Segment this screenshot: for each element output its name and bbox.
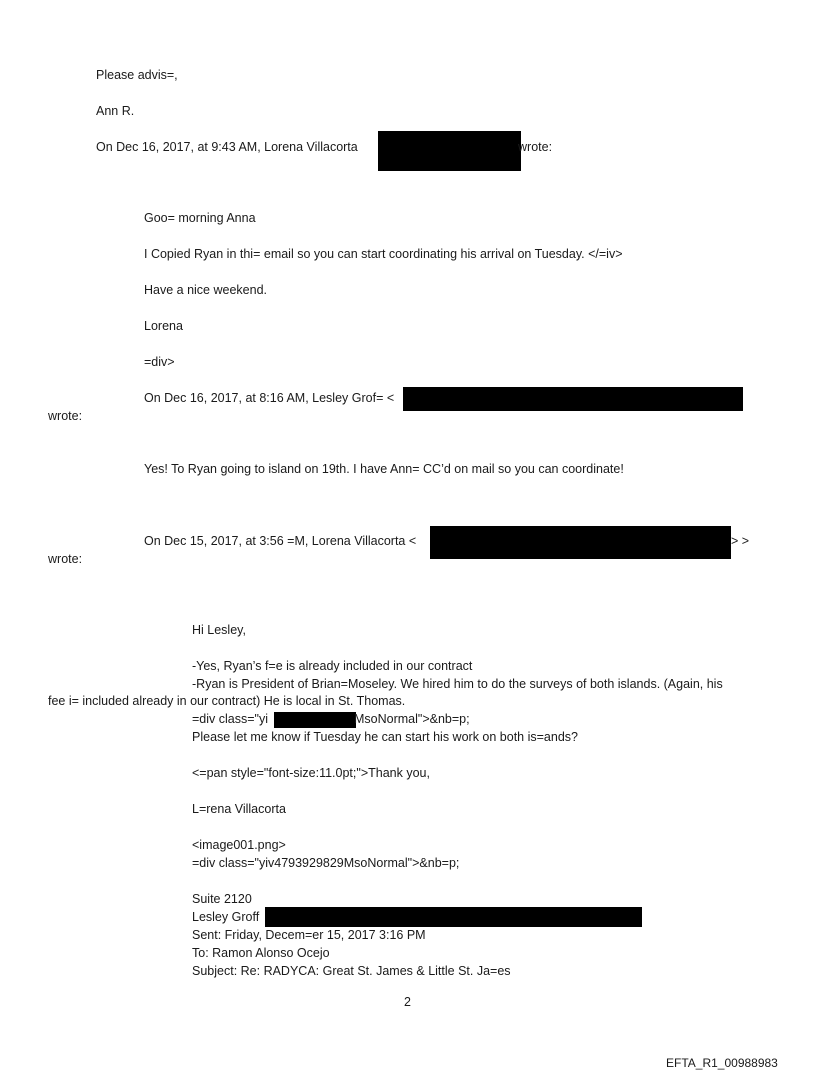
hi-lesley-line: Hi Lesley, [192, 623, 246, 637]
signature-lorena-villacorta: L=rena Villacorta [192, 802, 286, 816]
nice-weekend-line: Have a nice weekend. [144, 283, 267, 297]
yes-ryan-line: Yes! To Ryan going to island on 19th. I have Ann= CC’d on mail so you can coordinate! [144, 462, 624, 476]
div-tag-line: =div> [144, 355, 175, 369]
greeting-line: Goo= morning Anna [144, 211, 256, 225]
div-class-line: =div class="yi [192, 712, 268, 726]
redaction-box [274, 712, 356, 728]
reply-header-dec16-816: On Dec 16, 2017, at 8:16 AM, Lesley Grof= < [144, 391, 395, 405]
let-me-know-line: Please let me know if Tuesday he can start his work on both is=ands? [192, 730, 578, 744]
reply-header-dec15-356: On Dec 15, 2017, at 3:56 =M, Lorena Villacorta < [144, 534, 417, 548]
image-placeholder-line: <image001.png> [192, 838, 286, 852]
wrote-label: wrote: [518, 140, 553, 154]
copied-ryan-line: I Copied Ryan in thi= email so you can start coordinating his arrival on Tuesday. </=iv> [144, 247, 623, 261]
signature-lorena: Lorena [144, 319, 183, 333]
thank-you-line: <=pan style="font-size:11.0pt;">Thank you, [192, 766, 430, 780]
wrote-label: wrote: [48, 552, 83, 566]
redaction-box [430, 526, 731, 559]
redaction-box [265, 907, 642, 927]
signoff-ann: Ann R. [96, 104, 135, 118]
yes-fee-line: -Yes, Ryan’s f=e is already included in our contract [192, 659, 473, 673]
to-line: To: Ramon Alonso Ocejo [192, 946, 330, 960]
sent-line: Sent: Friday, Decem=er 15, 2017 3:16 PM [192, 928, 426, 942]
subject-line: Subject: Re: RADYCA: Great St. James & Little St. Ja=es [192, 964, 511, 978]
redaction-box [378, 131, 521, 171]
angle-brackets: > > [731, 534, 750, 548]
div-class-suffix: MsoNormal">&nb=p; [354, 712, 470, 726]
wrote-label: wrote: [48, 409, 83, 423]
from-lesley-groff: Lesley Groff [192, 910, 260, 924]
div-class-full-line: =div class="yiv4793929829MsoNormal">&nb=p; [192, 856, 460, 870]
fee-included-line: fee i= included already in our contract) He is local in St. Thomas. [48, 694, 406, 708]
ryan-president-line: -Ryan is President of Brian=Moseley. We hired him to do the surveys of both islands. (Again, his [192, 677, 723, 691]
redaction-box [403, 387, 743, 411]
reply-header-dec16-943: On Dec 16, 2017, at 9:43 AM, Lorena Villacorta [96, 140, 358, 154]
page-number: 2 [404, 995, 411, 1009]
document-id-footer: EFTA_R1_00988983 [666, 1056, 778, 1070]
suite-line: Suite 2120 [192, 892, 252, 906]
please-advise-line: Please advis=, [96, 68, 178, 82]
